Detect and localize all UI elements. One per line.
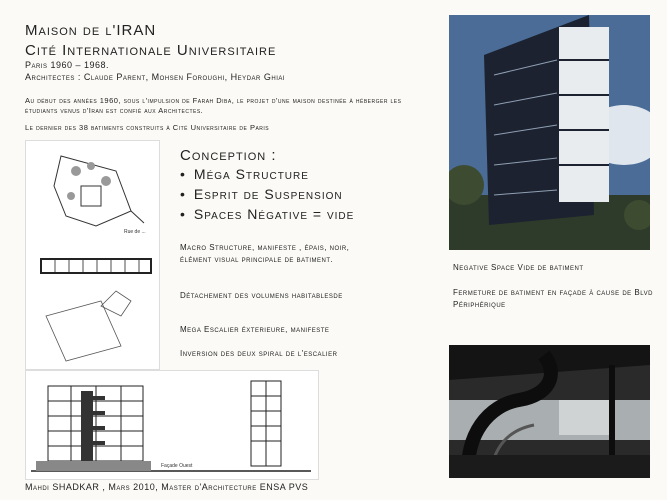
footer-credit: Mahdi SHADKAR , Mars 2010, Master d'Architecture ENSA PVS bbox=[25, 482, 309, 492]
note-detachement: Détachement des volumens habitablesde bbox=[180, 291, 343, 300]
staircase-photo bbox=[449, 345, 650, 478]
years: Paris 1960 – 1968. bbox=[25, 60, 110, 70]
caption-facade: Fermeture de batiment en façade à cause de Blvd Périphérique bbox=[453, 288, 653, 309]
architects: Architectes : Claude Parent, Mohsen Foroughi, Heydar Ghiai bbox=[25, 72, 286, 82]
site-plan-drawing bbox=[25, 140, 160, 370]
note-escalier: Mega Escalier éxterieure, manifeste bbox=[180, 325, 330, 334]
last-building-text: Le dernier des 38 batiments construits à Cité Universitaire de Paris bbox=[25, 123, 270, 132]
bullet-item: • Esprit de Suspension bbox=[180, 186, 354, 206]
title-line-2: Cité Internationale Universitaire bbox=[25, 42, 277, 59]
bullet-item: • Spaces Négative = vide bbox=[180, 206, 354, 226]
building-photo bbox=[449, 15, 650, 250]
note-macro-structure: Macro Structure, manifeste , épais, noir, élément visual principale de batiment. bbox=[180, 243, 350, 264]
conception-title: Conception : bbox=[180, 147, 277, 164]
facade-label: Façade Ouest bbox=[161, 463, 193, 469]
site-plan-label: Rue de ... bbox=[124, 229, 146, 235]
bullet-item: • Méga Structure bbox=[180, 166, 354, 186]
intro-text: Au début des années 1960, sous l'impulsion de Farah Diba, le projet d'une maison destinée à héberger les étudiants venus d'Iran est confié aux Architectes. bbox=[25, 96, 402, 115]
note-inversion: Inversion des deux spiral de l'escalier bbox=[180, 349, 338, 358]
elevation-drawing bbox=[25, 370, 319, 480]
caption-negative-space: Negative Space Vide de batiment bbox=[453, 263, 584, 272]
title-line-1: Maison de l'IRAN bbox=[25, 22, 157, 39]
conception-bullets bbox=[180, 166, 354, 226]
